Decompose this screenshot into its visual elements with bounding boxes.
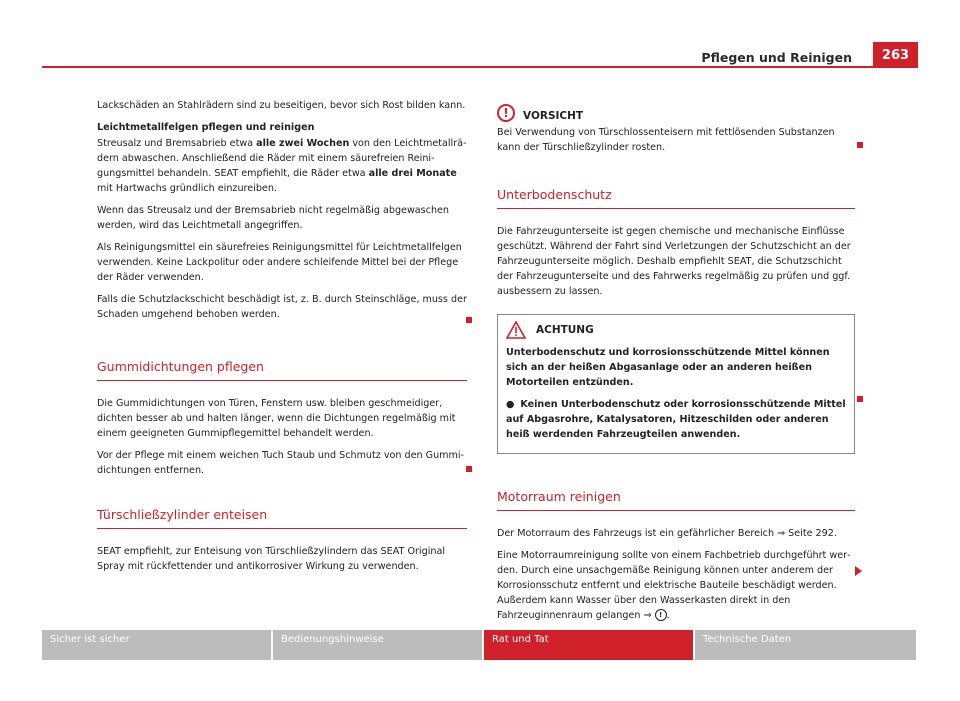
lock-paragraph-1: SEAT empfiehlt, zur Enteisung von Türschließzylindern das SEAT Original Spray mit rückfettender und antikorrosiver Wirkung zu verwenden.: [97, 546, 445, 572]
warning-triangle-icon: [506, 321, 526, 339]
continue-arrow-icon: [855, 566, 862, 576]
section-end-marker: [857, 396, 863, 402]
header-divider: [42, 66, 918, 68]
caution-header: [497, 104, 855, 122]
left-column: [97, 98, 467, 581]
chapter-tabs: [42, 630, 918, 660]
section-heading-lock: Türschließzylinder enteisen: [97, 507, 467, 529]
engine-paragraph-1: Der Motorraum des Fahrzeugs ist ein gefährlicher Bereich ⇒ Seite 292.: [497, 528, 837, 539]
alloy-paragraph-3: Als Reinigungsmittel ein säurefreies Reinigungsmittel für Leichtmetallfelgen verwenden. Keine Lackpolitur oder andere schleifende Mittel bei der Pflege der Räder verwenden.: [97, 242, 462, 283]
steel-wheels-text: Lackschäden an Stahlrädern sind zu beseitigen, bevor sich Rost bilden kann.: [97, 100, 466, 111]
section-end-marker: [466, 466, 472, 472]
section-end-marker: [857, 142, 863, 148]
engine-paragraph-2: [497, 548, 855, 623]
tab-technische-daten[interactable]: Technische Daten: [695, 630, 916, 660]
section-heading-engine: Motorraum reinigen: [497, 489, 855, 511]
text-run: mit Hartwachs gründlich einzureiben.: [97, 183, 277, 194]
section-end-marker: [466, 317, 472, 323]
text-run: Streusalz und Bremsabrieb etwa: [97, 138, 257, 149]
underbody-paragraph-1: Die Fahrzeugunterseite ist gegen chemische und mechanische Einflüsse geschützt. Während der Fahrt sind Verletzungen der Schutzschicht an der Fahrzeugunterseite möglich. Deshalb empfiehlt SEAT, die Schutzschicht der Fahrzeugunterseite und des Fahrwerks regelmäßig zu prüfen und ggf. ausbessern zu lassen.: [497, 226, 851, 297]
warning-text-2: [506, 397, 846, 442]
emphasis-three-months: alle drei Monate: [368, 168, 457, 179]
caution-icon: !: [497, 104, 515, 122]
warning-text-1: Unterbodenschutz und korrosionsschützende Mittel können sich an der heißen Abgasanlage oder an anderen heißen Motorteilen entzünden.: [506, 347, 830, 388]
seals-paragraph-2: Vor der Pflege mit einem weichen Tuch Staub und Schmutz von den Gummidichtungen entfernen.: [97, 450, 465, 476]
text-run: von den Leichtmetallrädern abwaschen. Anschließend die Räder mit einem säurefreien Reinigungsmittel behandeln. SEAT empfiehlt, die Räder etwa: [97, 138, 467, 179]
alloy-paragraph-2: Wenn das Streusalz und der Bremsabrieb nicht regelmäßig abgewaschen werden, wird das Leichtmetall angegriffen.: [97, 205, 450, 231]
tab-sicher-ist-sicher[interactable]: Sicher ist sicher: [42, 630, 271, 660]
alloy-subheading: Leichtmetallfelgen pflegen und reinigen: [97, 122, 315, 133]
right-column: [497, 104, 855, 630]
warning-box: [497, 314, 855, 454]
section-heading-underbody: Unterbodenschutz: [497, 187, 855, 209]
warning-bullet-text: Keinen Unterbodenschutz oder korrosionsschützende Mittel auf Abgasrohre, Katalysatoren, Hitzeschilden oder anderen heiß werdenden Fahrzeugteilen anwenden.: [506, 399, 846, 440]
emphasis-two-weeks: alle zwei Wochen: [256, 138, 350, 149]
seals-paragraph-1: Die Gummidichtungen von Türen, Fenstern usw. bleiben geschmeidiger, dichten besser ab und halten länger, wenn die Dichtungen regelmäßig mit einem geeigneten Gummipflegemittel behandelt werden.: [97, 398, 456, 439]
page-number: 263: [873, 42, 918, 68]
section-heading-seals: Gummidichtungen pflegen: [97, 359, 467, 381]
bullet: ●: [506, 399, 515, 410]
text-run: Eine Motorraumreinigung sollte von einem Fachbetrieb durchgeführt werden. Durch eine unsachgemäße Reinigung können unter anderem der Korrosionsschutz entfernt und elektrische Bauteile beschädigt werden. Außerdem kann Wasser über den Wasserkasten direkt in den Fahrzeuginnenraum gelangen ⇒: [497, 550, 851, 621]
alloy-paragraph-4: Falls die Schutzlackschicht beschädigt ist, z. B. durch Steinschläge, muss der Schaden umgehend behoben werden.: [97, 294, 467, 320]
warning-title: ACHTUNG: [536, 324, 594, 336]
text-run: .: [666, 610, 670, 621]
tab-rat-und-tat[interactable]: Rat und Tat: [484, 630, 693, 660]
caution-text: Bei Verwendung von Türschlossenteisern mit fettlösenden Substanzen kann der Türschließzylinder rosten.: [497, 127, 835, 153]
page-title: Pflegen und Reinigen: [701, 50, 852, 65]
tab-bedienungshinweise[interactable]: Bedienungshinweise: [273, 630, 482, 660]
caution-ref-icon: !: [655, 609, 667, 621]
alloy-paragraph-1: [97, 136, 467, 196]
caution-title: VORSICHT: [523, 110, 584, 122]
warning-header: [506, 321, 846, 339]
